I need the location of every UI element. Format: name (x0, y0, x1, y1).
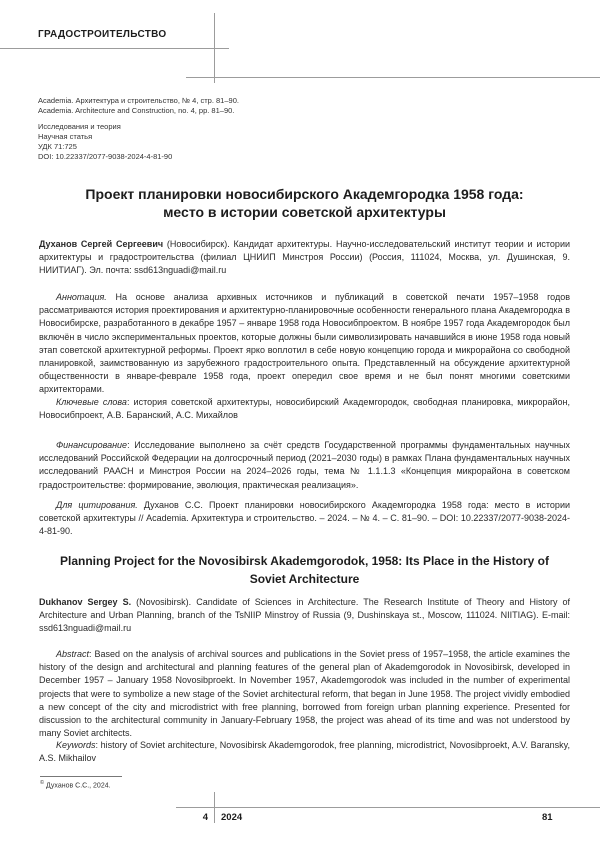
funding-ru (39, 439, 570, 492)
funding-text-ru: : Исследование выполнено за счёт средств Государственной программы фундаментальных научных исследований Российской Федерации на долгосрочный период (2021–2030 годы) в рамках Плана фундаментальных научных исследований РААСН и Минстроя России на 2024–2026 годы, тема № 1.1.1.3 «Концепция микрорайона в советском градостроительстве: формирование, эволюция, практическая реализация». (39, 440, 570, 490)
citation-label-ru: Для цитирования. (56, 500, 138, 510)
copyright-symbol: © (40, 780, 45, 786)
keywords-label-ru: Ключевые слова (56, 397, 127, 407)
author-name-en: Dukhanov Sergey S. (39, 597, 132, 607)
footer-issue-number: 4 (202, 812, 208, 823)
keywords-text-en: : history of Soviet architecture, Novosibirsk Akademgorodok, free planning, microdistrict, Novosibproekt, A.V. Baransky, A.S. Mikhailov (39, 740, 570, 764)
abstract-text-ru: На основе анализа архивных источников и публикаций в советской печати 1957–1958 годов рассматриваются история проектирования и архитектурно-планировочные особенности генерального плана Академгородка в Новосибирске, разработанного в декабре 1957 – январе 1958 года Новосибпроектом. В ноябре 1957 года Академгородок был включён в число экспериментальных проектов, которые должны были символизировать начавшийся в июне 1958 года новый этап советской архитектурной реформы. Проект ярко воплотил в себе новую концепцию города и микрорайона со свободной планировкой, заимствованную из зарубежного градостроительного опыта. Представленный на обсуждение архитектурной общественности в январе-феврале 1958 года, проект опередил свое время и не был понят многими советскими архитекторами. (39, 292, 570, 395)
author-block-en (39, 596, 570, 636)
copyright-footnote (40, 779, 111, 790)
footer-page-number: 81 (542, 812, 553, 823)
abstract-label-ru: Аннотация. (56, 292, 107, 302)
footer-rule-vertical (214, 792, 215, 823)
meta-doi: DOI: 10.22337/2077-9038-2024-4-81-90 (38, 152, 173, 161)
abstract-en (39, 648, 570, 740)
article-title-en-line1: Planning Project for the Novosibirsk Akademgorodok, 1958: Its Place in the History of (60, 554, 549, 568)
citation-text-ru: Духанов С.С. Проект планировки новосибирского Академгородка 1958 года: место в истории советской архитектуры // Academia. Архитектура и строительство. – 2024. – № 4. – С. 81–90. – DOI: 10.22337/2077-9038-2024-4-81-90. (39, 500, 570, 537)
meta-article-type: Научная статья (38, 132, 93, 141)
keywords-text-ru: : история советской архитектуры, новосибирский Академгородок, свободная планировка, микрорайон, Новосибпроект, А.В. Баранский, А.С. Михайлов (39, 397, 570, 421)
header-rule-left (0, 48, 229, 49)
journal-reference-ru: Academia. Архитектура и строительство, № 4, стр. 81–90. (38, 96, 239, 105)
footer-rule (176, 807, 600, 808)
footnote-rule (40, 776, 122, 777)
section-header-label: ГРАДОСТРОИТЕЛЬСТВО (38, 29, 167, 40)
citation-ru (39, 499, 570, 539)
article-title-en (39, 553, 570, 588)
keywords-label-en: Keywords (56, 740, 96, 750)
author-details-ru: (Новосибирск). Кандидат архитектуры. Научно-исследовательский институт теории и истории архитектуры и градостроительства (филиал ЦНИИП Минстроя России) (Россия, 111024, Москва, ул. Душинская, 9. НИИТИАГ). Эл. почта: ssd613nguadi@mail.ru (39, 239, 570, 276)
author-name-ru: Духанов Сергей Сергеевич (39, 239, 164, 249)
header-rule-vertical (214, 13, 215, 83)
article-title-ru (39, 185, 570, 221)
article-title-en-line2: Soviet Architecture (249, 571, 360, 586)
author-details-en: (Novosibirsk). Candidate of Sciences in Architecture. The Research Institute of Theory and History of Architecture and Urban Planning, branch of the TsNIIP Minstroy of Russia (9, Dushinskaya st., Moscow, 111024. NIITIAG). E-mail: ssd613nguadi@mail.ru (39, 597, 570, 634)
abstract-text-en: : Based on the analysis of archival sources and publications in the Soviet press of 1957–1958, the article examines the history of the design and architectural and planning features of the general plan of Akademgorodok in Novosibirsk, developed in December 1957 – January 1958 Novosibproekt. In November 1957, Akademgorodok was included in the number of experimental projects that were to symbolize a new stage of the Soviet architectural reform, that began in June 1958. The project vividly embodied a new concept of the city and microdistrict with free planning, borrowed from foreign urban planning experience. Presented for discussion to the architectural community in January-February 1958, the project was ahead of its time and was not understood by many Soviet architects. (39, 649, 570, 739)
meta-udc: УДК 71:725 (38, 142, 77, 151)
abstract-label-en: Abstract (56, 649, 90, 659)
copyright-text: Духанов С.С., 2024. (44, 782, 111, 790)
footer-year: 2024 (221, 812, 243, 823)
header-rule-right (186, 77, 600, 78)
journal-reference-en: Academia. Architecture and Construction, no. 4, pp. 81–90. (38, 106, 235, 115)
keywords-ru (39, 396, 570, 422)
journal-reference-block (38, 96, 239, 116)
keywords-en (39, 739, 570, 765)
article-title-ru-line1: Проект планировки новосибирского Академгородка 1958 года: (85, 186, 524, 202)
funding-label-ru: Финансирование (56, 440, 128, 450)
meta-section-type: Исследования и теория (38, 122, 121, 131)
abstract-ru (39, 291, 570, 397)
author-block-ru (39, 238, 570, 278)
article-meta-block (38, 122, 172, 162)
article-title-ru-line2: место в истории советской архитектуры (163, 204, 446, 220)
